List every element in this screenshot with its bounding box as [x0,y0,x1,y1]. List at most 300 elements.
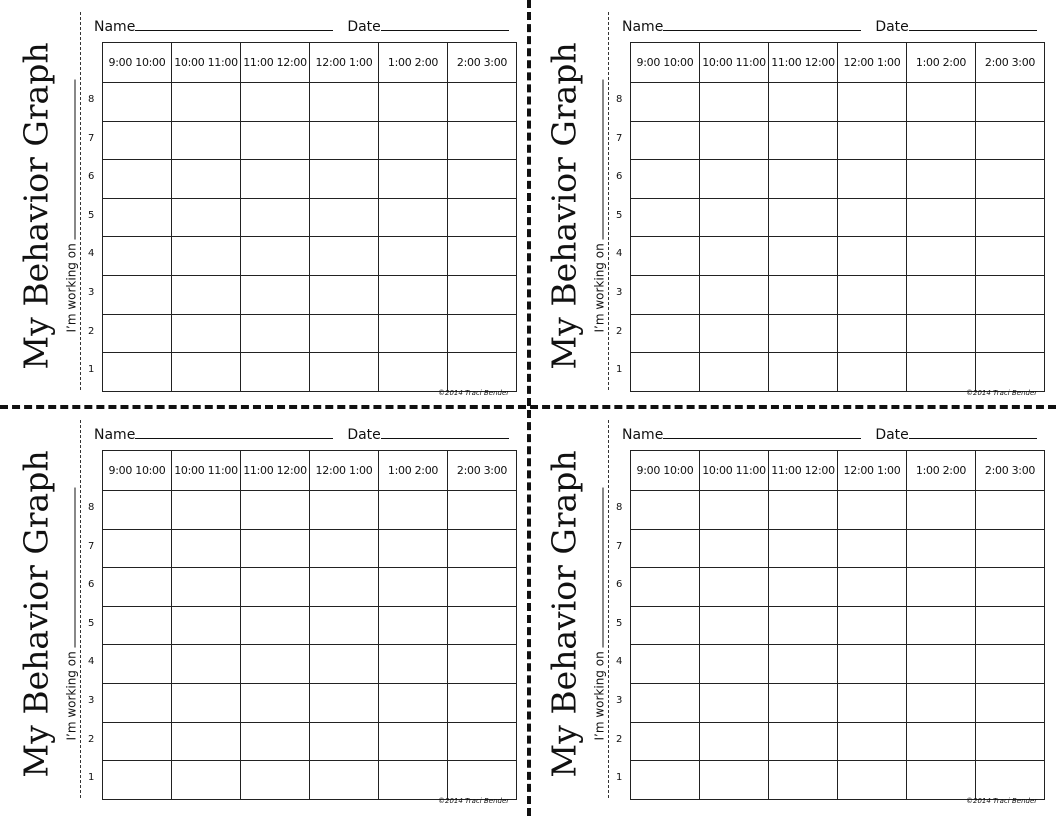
grid-cell[interactable] [838,121,907,160]
grid-cell[interactable] [769,160,838,199]
grid-cell[interactable] [379,761,448,800]
grid-cell[interactable] [379,568,448,607]
y-axis-labels [616,490,628,799]
grid-cell[interactable] [103,198,172,237]
time-slot-header: 1:00 2:00 [907,43,976,83]
grid-cell[interactable] [241,606,310,645]
grid-row [103,314,517,353]
grid-cell[interactable] [103,83,172,122]
grid-cell[interactable] [172,275,241,314]
time-header-row [103,43,517,83]
grid-cell[interactable] [103,761,172,800]
grid-cell[interactable] [838,237,907,276]
grid-row [631,314,1045,353]
time-slot-header: 10:00 11:00 [700,43,769,83]
grid-cell[interactable] [769,761,838,800]
grid-cell[interactable] [976,275,1045,314]
grid-cell[interactable] [700,237,769,276]
grid-cell[interactable] [379,606,448,645]
grid-cell[interactable] [103,645,172,684]
grid-cell[interactable] [379,529,448,568]
grid-cell[interactable] [448,761,517,800]
grid-cell[interactable] [631,645,700,684]
grid-cell[interactable] [976,314,1045,353]
grid-cell[interactable] [907,314,976,353]
grid-cell[interactable] [631,606,700,645]
grid-cell[interactable] [448,275,517,314]
grid-cell[interactable] [172,606,241,645]
grid-cell[interactable] [907,491,976,530]
grid-cell[interactable] [907,121,976,160]
grid-cell[interactable] [976,83,1045,122]
date-blank[interactable] [909,18,1037,31]
y-axis-label: 8 [616,502,623,513]
grid-cell[interactable] [448,491,517,530]
fold-line [608,12,609,390]
grid-cell[interactable] [700,275,769,314]
grid-cell[interactable] [700,198,769,237]
time-slot-header: 11:00 12:00 [241,43,310,83]
name-blank[interactable] [135,18,333,31]
grid-cell[interactable] [103,121,172,160]
grid-cell[interactable] [172,198,241,237]
grid-cell[interactable] [103,722,172,761]
grid-cell[interactable] [976,761,1045,800]
grid-cell[interactable] [103,275,172,314]
grid-cell[interactable] [172,722,241,761]
grid-cell[interactable] [631,198,700,237]
grid-cell[interactable] [769,237,838,276]
grid-cell[interactable] [172,683,241,722]
grid-cell[interactable] [769,275,838,314]
grid-cell[interactable] [976,353,1045,392]
y-axis-label: 2 [616,325,623,337]
grid-cell[interactable] [907,529,976,568]
grid-cell[interactable] [907,722,976,761]
grid-cell[interactable] [976,491,1045,530]
grid-cell[interactable] [310,198,379,237]
grid-cell[interactable] [838,353,907,392]
time-slot-header: 10:00 11:00 [700,451,769,491]
vertical-cut-line [527,0,531,816]
grid-cell[interactable] [310,237,379,276]
grid-cell[interactable] [838,491,907,530]
grid-cell[interactable] [241,237,310,276]
name-label: Name [622,427,664,443]
grid-cell[interactable] [241,491,310,530]
name-label: Name [94,427,136,443]
grid-row [631,160,1045,199]
grid-cell[interactable] [379,275,448,314]
grid-cell[interactable] [838,160,907,199]
grid-cell[interactable] [448,198,517,237]
grid-cell[interactable] [631,353,700,392]
grid-cell[interactable] [379,314,448,353]
grid-cell[interactable] [310,722,379,761]
grid-cell[interactable] [103,568,172,607]
grid-cell[interactable] [448,529,517,568]
y-axis-label: 7 [88,540,95,552]
grid-cell[interactable] [241,568,310,607]
behavior-grid [102,42,517,392]
grid-row [103,761,517,800]
grid-cell[interactable] [448,83,517,122]
date-label: Date [347,19,381,35]
grid-cell[interactable] [976,568,1045,607]
graph-title: My Behavior Graph [16,450,56,778]
grid-cell[interactable] [976,683,1045,722]
behavior-graph-card [0,408,528,816]
grid-cell[interactable] [241,645,310,684]
name-label: Name [94,19,136,35]
y-axis-label: 8 [88,94,95,105]
grid-cell[interactable] [241,353,310,392]
grid-cell[interactable] [976,198,1045,237]
grid-cell[interactable] [976,645,1045,684]
grid-cell[interactable] [379,198,448,237]
grid-cell[interactable] [976,722,1045,761]
grid-row [103,83,517,122]
graph-title: My Behavior Graph [544,42,584,370]
working-on-blank[interactable] [593,79,604,239]
grid-cell[interactable] [448,722,517,761]
grid-cell[interactable] [241,275,310,314]
grid-cell[interactable] [310,83,379,122]
grid-cell[interactable] [631,529,700,568]
grid-cell[interactable] [172,529,241,568]
y-axis-labels [88,490,100,799]
grid-row [103,645,517,684]
time-slot-header: 9:00 10:00 [103,43,172,83]
time-slot-header: 10:00 11:00 [172,451,241,491]
working-on-field[interactable] [593,79,606,332]
grid-cell[interactable] [700,353,769,392]
date-blank[interactable] [909,426,1037,439]
grid-cell[interactable] [838,606,907,645]
grid-cell[interactable] [241,761,310,800]
grid-cell[interactable] [172,761,241,800]
grid-cell[interactable] [700,683,769,722]
grid-cell[interactable] [769,568,838,607]
grid-cell[interactable] [310,160,379,199]
time-slot-header: 11:00 12:00 [769,43,838,83]
grid-cell[interactable] [310,606,379,645]
grid-cell[interactable] [769,83,838,122]
grid-cell[interactable] [631,237,700,276]
grid-cell[interactable] [241,314,310,353]
grid-cell[interactable] [172,121,241,160]
grid-cell[interactable] [838,198,907,237]
grid-row [631,491,1045,530]
grid-row [103,353,517,392]
grid-cell[interactable] [310,529,379,568]
grid-cell[interactable] [769,529,838,568]
grid-cell[interactable] [838,683,907,722]
grid-cell[interactable] [103,606,172,645]
y-axis-label: 3 [616,694,623,706]
time-slot-header: 12:00 1:00 [838,451,907,491]
grid-row [103,568,517,607]
grid-cell[interactable] [310,275,379,314]
working-on-blank[interactable] [593,487,604,647]
grid-cell[interactable] [700,529,769,568]
grid-cell[interactable] [976,160,1045,199]
grid-row [103,722,517,761]
grid-cell[interactable] [448,160,517,199]
time-slot-header: 9:00 10:00 [631,451,700,491]
time-slot-header: 2:00 3:00 [448,43,517,83]
working-on-label: I’m working on [592,243,607,333]
y-axis-label: 5 [616,209,623,221]
date-blank[interactable] [381,426,509,439]
grid-row [103,160,517,199]
y-axis-label: 1 [616,772,623,784]
date-blank[interactable] [381,18,509,31]
grid-cell[interactable] [976,237,1045,276]
y-axis-label: 3 [616,286,623,298]
fold-line [80,420,81,798]
time-header-row [631,43,1045,83]
working-on-label: I’m working on [64,243,79,333]
name-date-row [622,426,1042,443]
time-slot-header: 9:00 10:00 [631,43,700,83]
grid-cell[interactable] [838,568,907,607]
grid-cell[interactable] [172,314,241,353]
time-slot-header: 9:00 10:00 [103,451,172,491]
grid-cell[interactable] [631,275,700,314]
time-slot-header: 1:00 2:00 [907,451,976,491]
grid-cell[interactable] [976,606,1045,645]
copyright-note: ©2014 Traci Bender [438,797,510,805]
grid-cell[interactable] [103,160,172,199]
graph-title: My Behavior Graph [544,450,584,778]
grid-cell[interactable] [838,761,907,800]
grid-cell[interactable] [700,314,769,353]
grid-cell[interactable] [838,529,907,568]
grid-cell[interactable] [907,606,976,645]
working-on-field[interactable] [65,487,78,740]
grid-cell[interactable] [631,491,700,530]
grid-row [103,529,517,568]
grid-cell[interactable] [241,121,310,160]
time-slot-header: 1:00 2:00 [379,43,448,83]
grid-cell[interactable] [241,198,310,237]
y-axis-label: 3 [88,286,95,298]
date-label: Date [347,427,381,443]
name-date-row [94,426,514,443]
grid-cell[interactable] [700,761,769,800]
grid-cell[interactable] [907,683,976,722]
grid-cell[interactable] [631,160,700,199]
name-date-row [622,18,1042,35]
grid-cell[interactable] [103,491,172,530]
date-label: Date [875,427,909,443]
working-on-label: I’m working on [64,651,79,741]
grid-cell[interactable] [631,83,700,122]
grid-cell[interactable] [907,275,976,314]
grid-cell[interactable] [907,645,976,684]
grid-cell[interactable] [448,314,517,353]
grid-cell[interactable] [700,83,769,122]
grid-cell[interactable] [241,160,310,199]
grid-cell[interactable] [631,722,700,761]
grid-cell[interactable] [631,683,700,722]
grid-cell[interactable] [310,568,379,607]
grid-cell[interactable] [448,121,517,160]
grid-cell[interactable] [448,353,517,392]
grid-cell[interactable] [769,198,838,237]
grid-cell[interactable] [838,722,907,761]
grid-cell[interactable] [448,645,517,684]
grid-cell[interactable] [448,606,517,645]
working-on-blank[interactable] [65,487,76,647]
grid-cell[interactable] [379,722,448,761]
grid-cell[interactable] [769,121,838,160]
graph-title: My Behavior Graph [16,42,56,370]
grid-cell[interactable] [631,121,700,160]
grid-cell[interactable] [310,491,379,530]
grid-cell[interactable] [241,722,310,761]
grid-row [103,275,517,314]
grid-cell[interactable] [838,275,907,314]
name-date-row [94,18,514,35]
fold-line [80,12,81,390]
name-blank[interactable] [663,18,861,31]
grid-cell[interactable] [103,314,172,353]
grid-row [631,568,1045,607]
grid-row [631,83,1045,122]
grid-cell[interactable] [769,683,838,722]
grid-cell[interactable] [448,568,517,607]
grid-row [631,761,1045,800]
grid-cell[interactable] [310,121,379,160]
copyright-note: ©2014 Traci Bender [966,389,1038,397]
grid-cell[interactable] [310,314,379,353]
time-slot-header: 11:00 12:00 [769,451,838,491]
grid-cell[interactable] [172,83,241,122]
grid-cell[interactable] [379,645,448,684]
grid-cell[interactable] [631,568,700,607]
grid-cell[interactable] [907,568,976,607]
grid-cell[interactable] [700,606,769,645]
grid-cell[interactable] [838,314,907,353]
grid-cell[interactable] [769,722,838,761]
working-on-label: I’m working on [592,651,607,741]
grid-cell[interactable] [172,160,241,199]
grid-cell[interactable] [700,568,769,607]
grid-cell[interactable] [379,353,448,392]
grid-cell[interactable] [241,83,310,122]
grid-cell[interactable] [976,121,1045,160]
grid-cell[interactable] [379,83,448,122]
grid-cell[interactable] [172,491,241,530]
grid-cell[interactable] [769,645,838,684]
grid-cell[interactable] [379,237,448,276]
name-label: Name [622,19,664,35]
grid-cell[interactable] [103,237,172,276]
y-axis-label: 6 [616,579,623,591]
y-axis-label: 4 [616,656,623,668]
grid-cell[interactable] [631,314,700,353]
grid-cell[interactable] [838,645,907,684]
grid-row [103,606,517,645]
y-axis-labels [88,82,100,391]
grid-cell[interactable] [448,237,517,276]
working-on-field[interactable] [593,487,606,740]
time-slot-header: 2:00 3:00 [976,451,1045,491]
grid-cell[interactable] [907,761,976,800]
grid-row [631,237,1045,276]
grid-cell[interactable] [310,353,379,392]
grid-cell[interactable] [769,491,838,530]
y-axis-label: 6 [88,171,95,183]
working-on-field[interactable] [65,79,78,332]
grid-row [103,198,517,237]
grid-cell[interactable] [769,314,838,353]
working-on-blank[interactable] [65,79,76,239]
time-slot-header: 12:00 1:00 [310,43,379,83]
y-axis-label: 5 [88,617,95,629]
grid-cell[interactable] [103,683,172,722]
grid-cell[interactable] [700,160,769,199]
grid-cell[interactable] [700,722,769,761]
grid-cell[interactable] [769,353,838,392]
name-blank[interactable] [663,426,861,439]
grid-row [631,683,1045,722]
grid-cell[interactable] [172,568,241,607]
grid-cell[interactable] [700,645,769,684]
y-axis-label: 5 [616,617,623,629]
grid-cell[interactable] [700,121,769,160]
grid-cell[interactable] [310,683,379,722]
grid-cell[interactable] [172,237,241,276]
grid-cell[interactable] [241,683,310,722]
grid-cell[interactable] [448,683,517,722]
behavior-graph-card [528,408,1056,816]
grid-cell[interactable] [310,761,379,800]
grid-cell[interactable] [379,160,448,199]
grid-cell[interactable] [700,491,769,530]
grid-cell[interactable] [907,198,976,237]
grid-cell[interactable] [172,353,241,392]
y-axis-label: 7 [88,132,95,144]
date-label: Date [875,19,909,35]
grid-cell[interactable] [103,529,172,568]
grid-cell[interactable] [103,353,172,392]
grid-cell[interactable] [907,83,976,122]
grid-cell[interactable] [907,237,976,276]
grid-cell[interactable] [769,606,838,645]
grid-cell[interactable] [379,121,448,160]
name-blank[interactable] [135,426,333,439]
grid-row [631,198,1045,237]
grid-cell[interactable] [907,353,976,392]
grid-cell[interactable] [631,761,700,800]
grid-cell[interactable] [241,529,310,568]
grid-cell[interactable] [907,160,976,199]
behavior-graph-card [0,0,528,408]
grid-cell[interactable] [976,529,1045,568]
grid-cell[interactable] [172,645,241,684]
y-axis-label: 4 [88,656,95,668]
grid-cell[interactable] [379,683,448,722]
y-axis-label: 2 [88,325,95,337]
grid-cell[interactable] [379,491,448,530]
grid-row [631,121,1045,160]
copyright-note: ©2014 Traci Bender [966,797,1038,805]
grid-cell[interactable] [310,645,379,684]
grid-cell[interactable] [838,83,907,122]
